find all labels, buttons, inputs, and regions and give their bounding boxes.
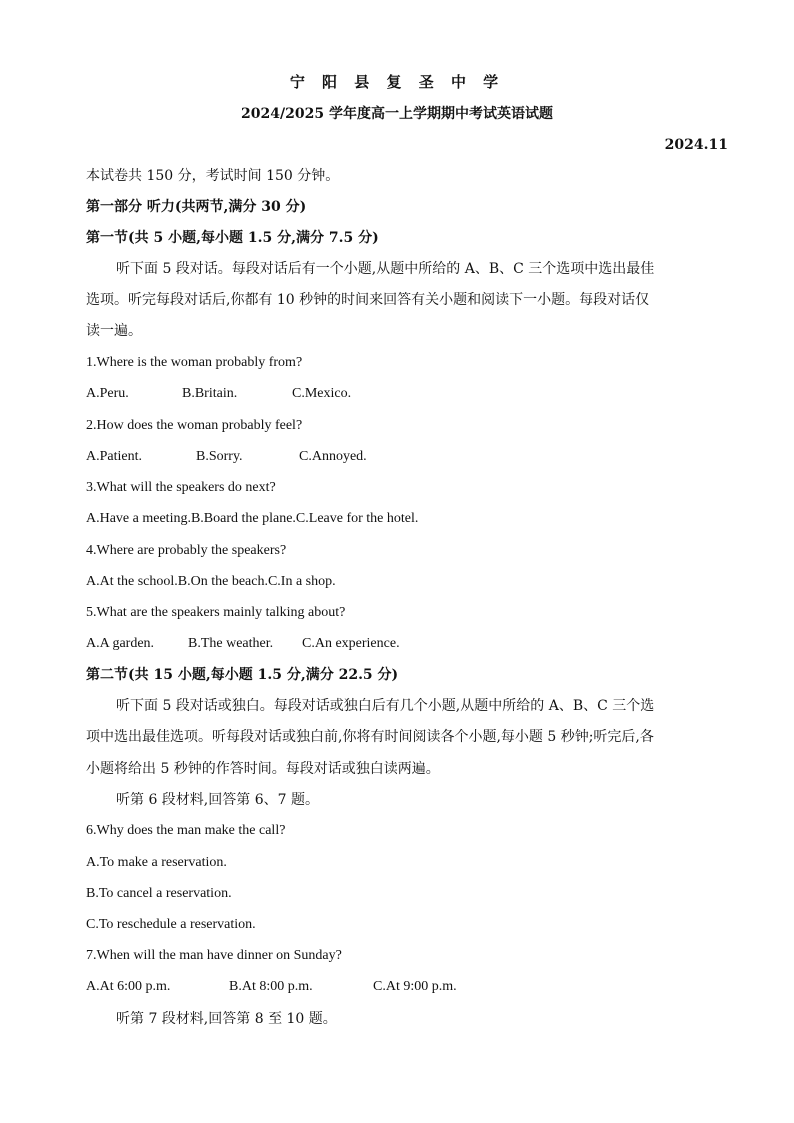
section1-title: 第一节(共 5 小题,每小题 1.5 分,满分 7.5 分) (86, 230, 379, 246)
q6-option-c: C.To reschedule a reservation. (86, 917, 256, 932)
q1-option-c: C.Mexico. (292, 386, 352, 401)
part1-title: 第一部分 听力(共两节,满分 30 分) (86, 199, 307, 215)
exam-date: 2024.11 (664, 137, 728, 153)
q6-option-b: B.To cancel a reservation. (86, 886, 232, 901)
question-1: 1.Where is the woman probably from? (86, 355, 303, 370)
question-3: 3.What will the speakers do next? (86, 480, 276, 495)
question-3-options: A.Have a meeting.B.Board the plane.C.Leave for the hotel. (86, 511, 419, 526)
q7-option-a: A.At 6:00 p.m. (86, 979, 171, 994)
school-name: 宁 阳 县 复 圣 中 学 (289, 73, 505, 91)
q2-option-b: B.Sorry. (196, 449, 243, 464)
section2-instruction-line2: 项中选出最佳选项。听每段对话或独白前,你将有时间阅读各个小题,每小题 5 秒钟;听完后,各 (86, 729, 654, 745)
q5-option-b: B.The weather. (188, 636, 274, 651)
q5-option-a: A.A garden. (86, 636, 155, 651)
section1-instruction-line1: 听下面 5 段对话。每段对话后有一个小题,从题中所给的 A、B、C 三个选项中选出最佳 (116, 261, 655, 277)
q1-option-a: A.Peru. (86, 386, 129, 401)
q5-option-c: C.An experience. (302, 636, 400, 651)
section2-instruction-line1: 听下面 5 段对话或独白。每段对话或独白后有几个小题,从题中所给的 A、B、C 三个选 (116, 698, 655, 714)
section1-instruction-line3: 读一遍。 (86, 323, 142, 339)
question-7: 7.When will the man have dinner on Sunday? (86, 948, 342, 963)
q6-option-a: A.To make a reservation. (86, 855, 227, 870)
section1-instruction-line2: 选项。听完每段对话后,你都有 10 秒钟的时间来回答有关小题和阅读下一小题。每段对话仅 (86, 292, 650, 308)
q2-option-c: C.Annoyed. (299, 449, 367, 464)
question-4-options: A.At the school.B.On the beach.C.In a shop. (86, 574, 336, 589)
question-6: 6.Why does the man make the call? (86, 823, 286, 838)
intro-text: 本试卷共 150 分，考试时间 150 分钟。 (86, 168, 340, 184)
section2-instruction-line3: 小题将给出 5 秒钟的作答时间。每段对话或独白读两遍。 (86, 761, 440, 777)
question-4: 4.Where are probably the speakers? (86, 543, 287, 558)
q2-option-a: A.Patient. (86, 449, 142, 464)
q7-option-c: C.At 9:00 p.m. (373, 979, 457, 994)
q1-option-b: B.Britain. (182, 386, 238, 401)
exam-title: 2024/2025 学年度高一上学期期中考试英语试题 (241, 106, 553, 122)
material-7-heading: 听第 7 段材料,回答第 8 至 10 题。 (116, 1011, 337, 1027)
q7-option-b: B.At 8:00 p.m. (229, 979, 313, 994)
material-6-heading: 听第 6 段材料,回答第 6、7 题。 (116, 792, 319, 808)
question-5: 5.What are the speakers mainly talking about? (86, 605, 346, 620)
section2-title: 第二节(共 15 小题,每小题 1.5 分,满分 22.5 分) (86, 667, 399, 683)
question-2: 2.How does the woman probably feel? (86, 418, 303, 433)
